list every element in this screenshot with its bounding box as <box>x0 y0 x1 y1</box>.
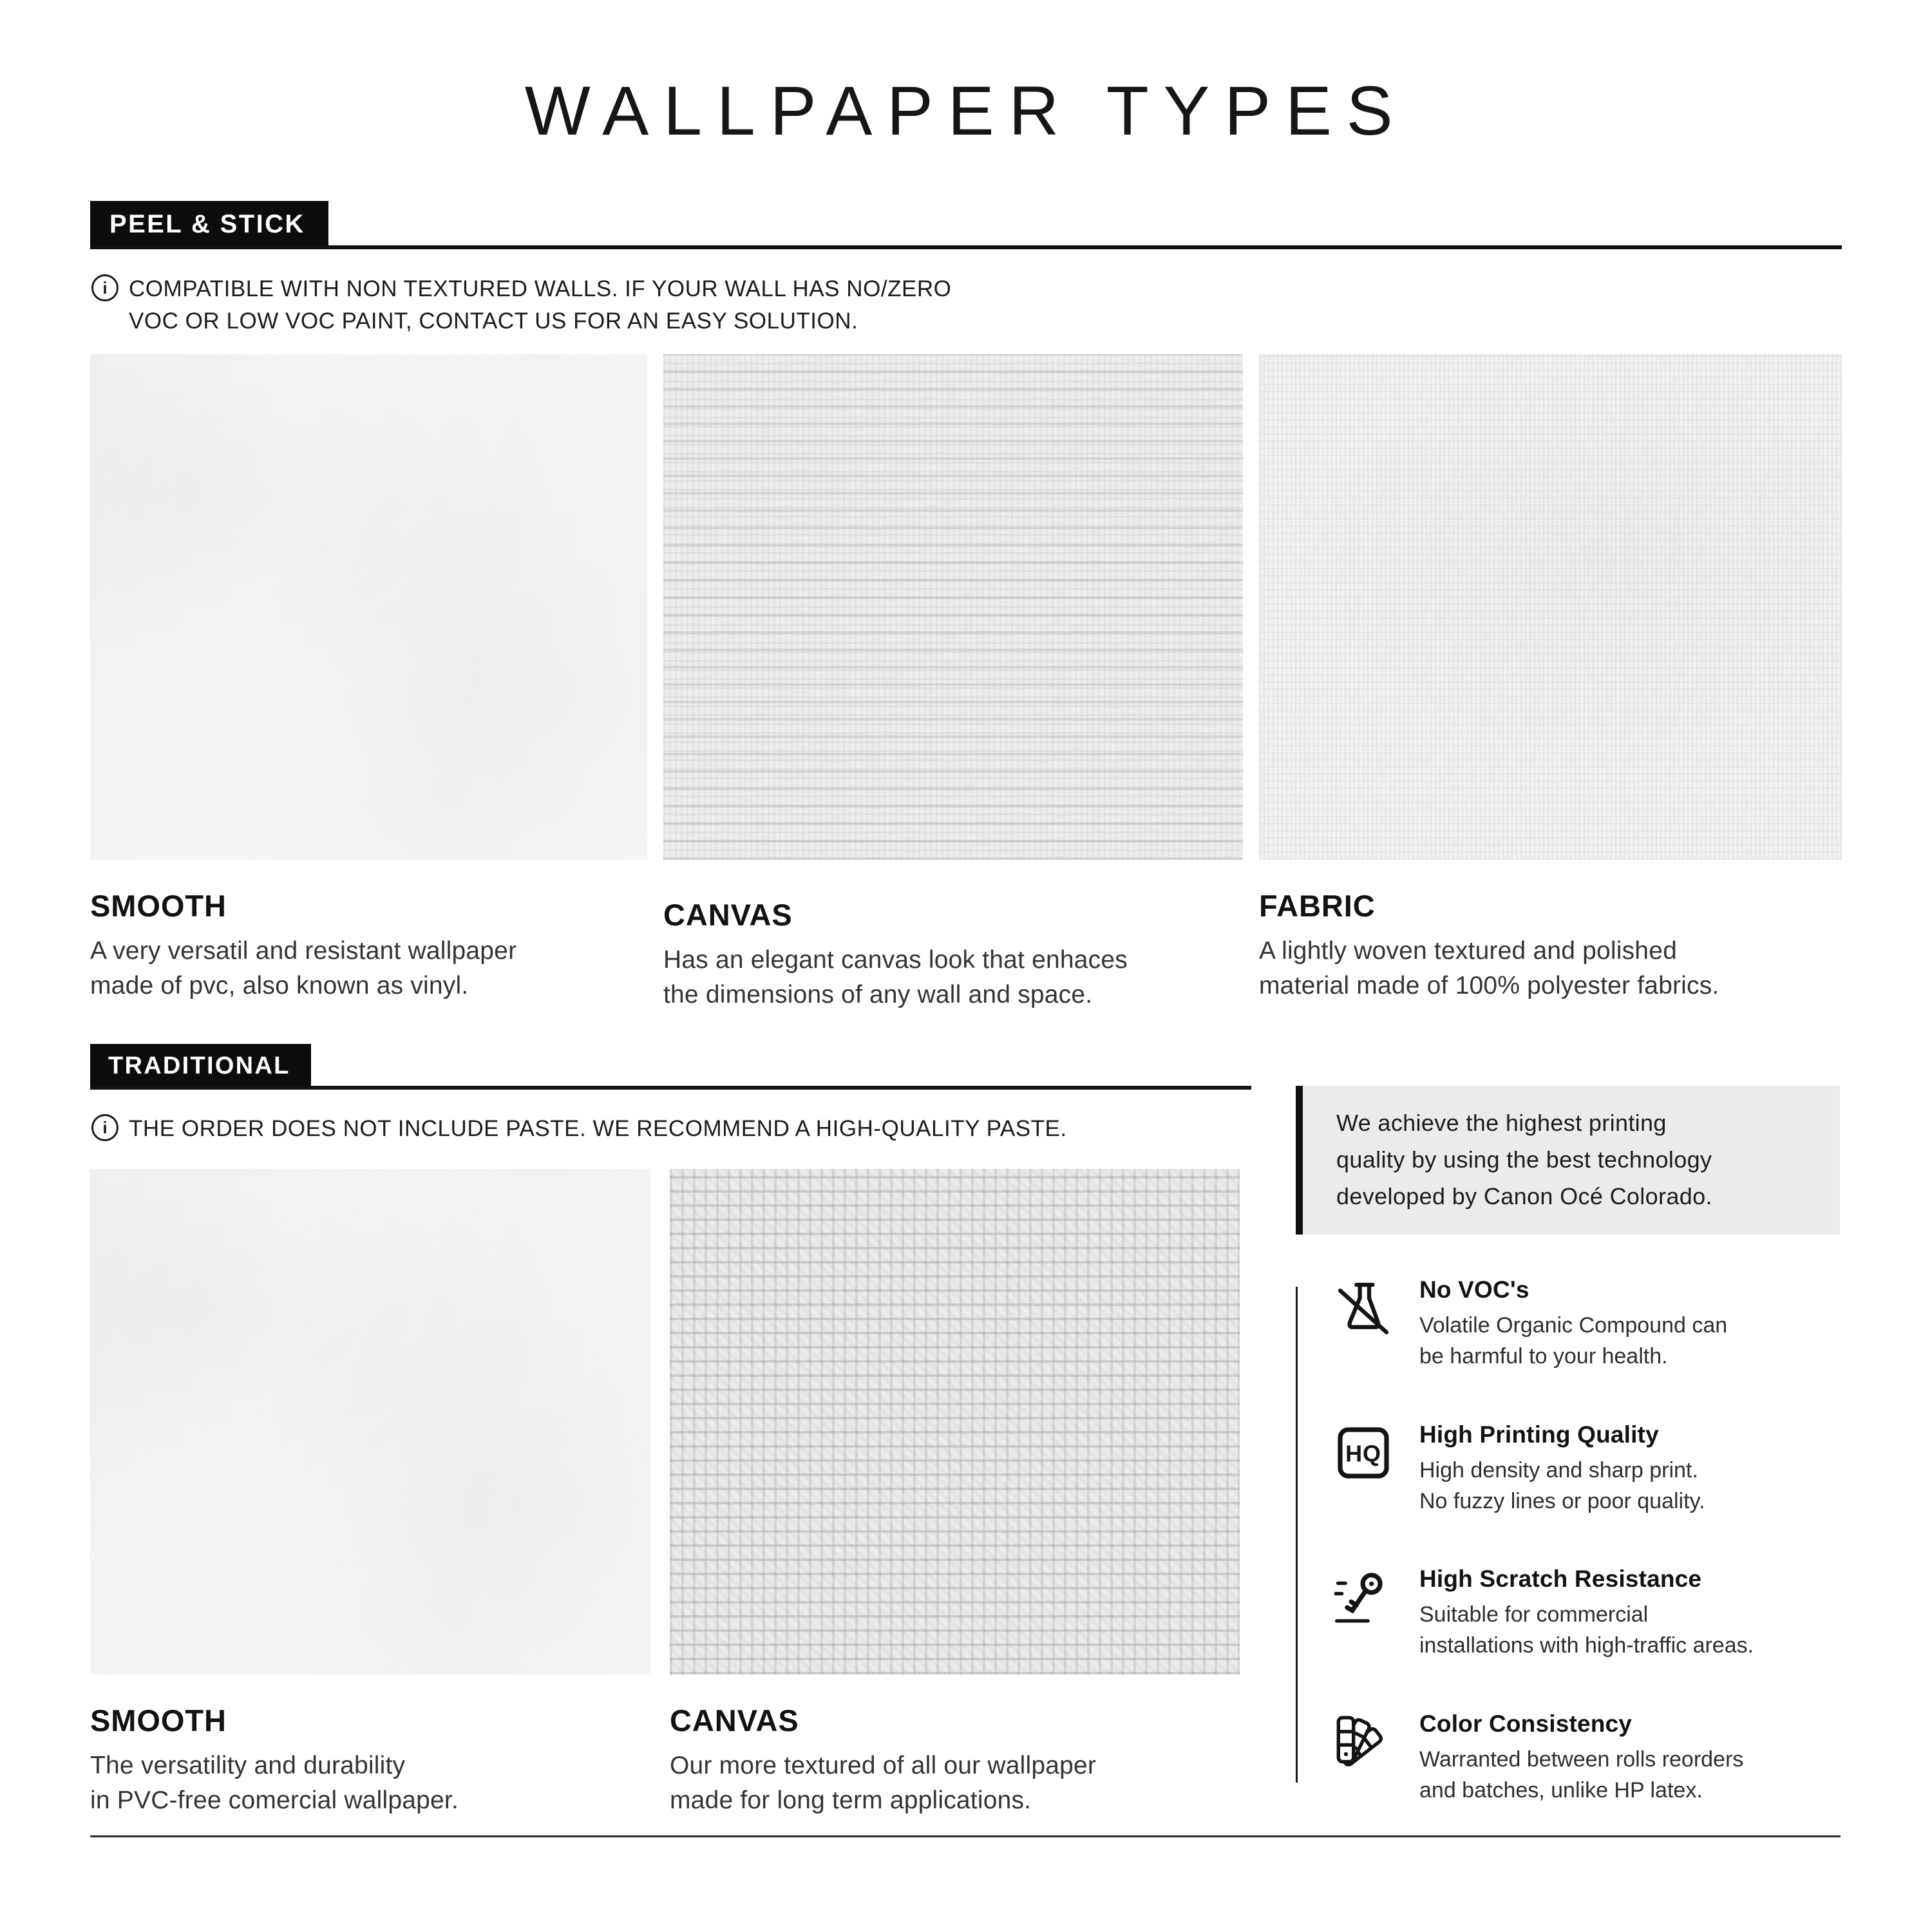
texture-noise-overlay <box>663 354 1243 860</box>
desc-line: Our more textured of all our wallpaper <box>670 1752 1097 1779</box>
note-line: COMPATIBLE WITH NON TEXTURED WALLS. IF YOUR WALL HAS NO/ZERO <box>129 276 952 301</box>
texture-noise-overlay <box>1259 354 1842 860</box>
no-voc-flask-icon <box>1334 1279 1392 1337</box>
feature-title: Color Consistency <box>1419 1710 1633 1737</box>
wallpaper-type-card-canvas <box>663 354 1243 1012</box>
desc-line: Suitable for commercial <box>1419 1602 1649 1627</box>
feature-title: No VOC's <box>1419 1276 1530 1303</box>
feature-description <box>1419 1455 1705 1517</box>
quality-features-list <box>1334 1276 1908 1855</box>
feature-text <box>1419 1566 1754 1662</box>
desc-line: be harmful to your health. <box>1419 1344 1668 1369</box>
desc-line: High density and sharp print. <box>1419 1457 1698 1482</box>
desc-line: made for long term applications. <box>670 1786 1032 1814</box>
info-circle-icon: i <box>91 1114 118 1141</box>
desc-line: made of pvc, also known as vinyl. <box>90 971 469 999</box>
desc-line: No fuzzy lines or poor quality. <box>1419 1488 1705 1513</box>
swatch-label: CANVAS <box>670 1703 799 1738</box>
traditional-note <box>91 1113 1067 1145</box>
callout-line: quality by using the best technology <box>1336 1146 1712 1173</box>
feature-text <box>1419 1710 1743 1806</box>
feature-description <box>1419 1310 1727 1372</box>
texture-noise-overlay <box>670 1169 1240 1674</box>
traditional-note-text <box>129 1113 1067 1145</box>
feature-text <box>1419 1276 1727 1372</box>
texture-noise-overlay <box>90 354 647 860</box>
smooth-texture-image <box>90 354 647 860</box>
callout-line: developed by Canon Océ Colorado. <box>1336 1182 1712 1209</box>
desc-line: Volatile Organic Compound can <box>1419 1313 1728 1338</box>
hq-badge-icon <box>1334 1424 1392 1482</box>
desc-line: A lightly woven textured and polished <box>1259 937 1677 965</box>
feature-description <box>1419 1599 1754 1662</box>
swatch-description <box>670 1748 1240 1818</box>
feature-title: High Scratch Resistance <box>1419 1566 1702 1593</box>
peel-stick-swatch-row <box>90 354 1842 1012</box>
desc-line: material made of 100% polyester fabrics. <box>1259 971 1719 999</box>
feature-title: High Printing Quality <box>1419 1421 1659 1448</box>
swatch-description <box>90 934 647 1003</box>
desc-line: and batches, unlike HP latex. <box>1419 1777 1703 1803</box>
desc-line: A very versatil and resistant wallpaper <box>90 937 517 965</box>
wallpaper-type-card-canvas-traditional <box>670 1169 1240 1818</box>
swatch-description <box>663 943 1243 1012</box>
feature-no-vocs <box>1334 1276 1908 1372</box>
desc-line: Warranted between rolls reorders <box>1419 1747 1744 1772</box>
info-circle-icon: i <box>91 274 118 301</box>
feature-color-consistency <box>1334 1710 1908 1806</box>
desc-line: The versatility and durability <box>90 1752 406 1779</box>
peel-stick-note-text <box>129 273 951 337</box>
wallpaper-type-card-smooth <box>90 354 647 1012</box>
canvas-texture-image <box>663 354 1243 860</box>
feature-high-printing-quality <box>1334 1421 1908 1517</box>
callout-line: We achieve the highest printing <box>1336 1110 1667 1136</box>
fabric-texture-image <box>1259 354 1842 860</box>
desc-line: in PVC-free comercial wallpaper. <box>90 1786 459 1814</box>
key-scratch-icon <box>1334 1568 1392 1626</box>
note-line: VOC OR LOW VOC PAINT, CONTACT US FOR AN EASY SOLUTION. <box>129 308 858 334</box>
hq-icon-text: HQ <box>1345 1440 1381 1467</box>
desc-line: installations with high-traffic areas. <box>1419 1633 1754 1658</box>
traditional-swatch-row <box>90 1169 1240 1818</box>
quality-callout <box>1296 1086 1840 1235</box>
swatch-label: FABRIC <box>1259 889 1376 923</box>
feature-high-scratch-resistance <box>1334 1566 1908 1662</box>
peel-stick-note <box>91 273 951 337</box>
feature-description <box>1419 1744 1743 1806</box>
wallpaper-type-card-smooth-traditional <box>90 1169 650 1818</box>
swatch-description <box>90 1748 650 1818</box>
features-divider-line <box>1296 1287 1298 1783</box>
swatch-description <box>1259 934 1842 1003</box>
swatch-label: SMOOTH <box>90 1703 227 1738</box>
traditional-badge: TRADITIONAL <box>90 1044 311 1086</box>
texture-noise-overlay <box>90 1169 650 1674</box>
swatch-label: CANVAS <box>663 898 793 932</box>
traditional-section-header <box>90 1043 1251 1090</box>
page-title: WALLPAPER TYPES <box>524 71 1408 149</box>
swatch-label: SMOOTH <box>90 889 227 923</box>
bottom-divider-line <box>90 1835 1841 1837</box>
peel-stick-section-header <box>90 200 1842 249</box>
peel-stick-badge: PEEL & STICK <box>90 201 328 246</box>
wallpaper-type-card-fabric <box>1259 354 1842 1012</box>
desc-line: Has an elegant canvas look that enhaces <box>663 946 1128 974</box>
note-line: THE ORDER DOES NOT INCLUDE PASTE. WE RECOMMEND A HIGH-QUALITY PASTE. <box>129 1116 1067 1141</box>
smooth-texture-image <box>90 1169 650 1674</box>
feature-text <box>1419 1421 1705 1517</box>
canvas-texture-image <box>670 1169 1240 1674</box>
desc-line: the dimensions of any wall and space. <box>663 980 1093 1009</box>
color-swatches-icon <box>1334 1713 1392 1771</box>
